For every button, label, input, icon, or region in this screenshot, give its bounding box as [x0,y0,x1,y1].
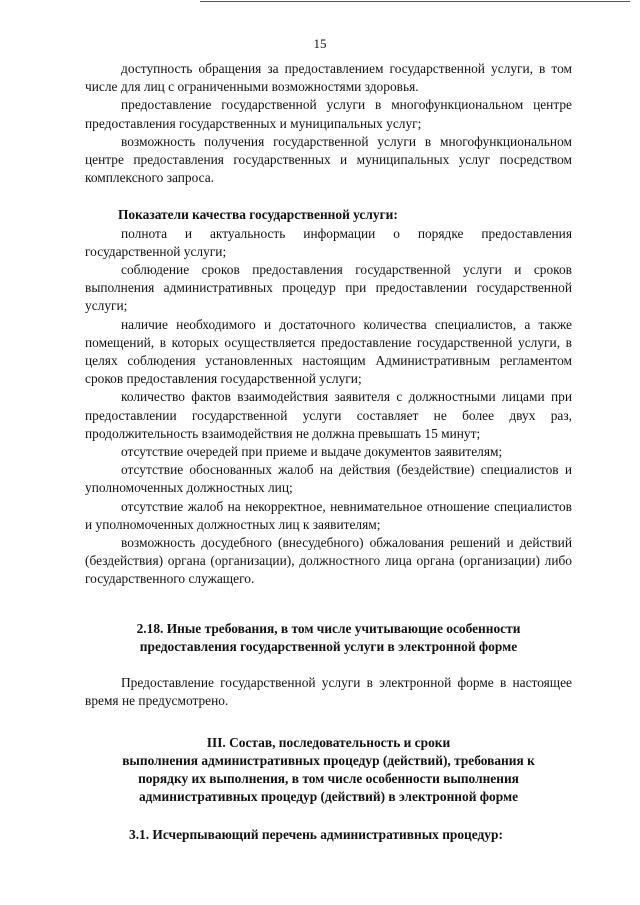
paragraph: Предоставление государственной услуги в электронной форме в настоящее время не предусмотрено. [85,675,572,709]
paragraph: количество фактов взаимодействия заявителя с должностными лицами при предоставлении государственной услуги составляет не более двух раз, продолжительность взаимодействия не должна превышать 15 минут; [85,389,572,441]
paragraph: возможность досудебного (внесудебного) обжалования решений и действий (бездействия) органа (организации), должностного лица органа (организации) либо государственного служащего. [85,535,572,587]
heading-line: выполнения административных процедур (действий), требования к [122,752,535,768]
paragraph: наличие необходимого и достаточного количества специалистов, а также помещений, в которых осуществляется предоставление государственной услуги, в целях соблюдения установленных настоящим Административным регламентом сроков предоставления государственной услуги; [85,316,572,387]
paragraph: отсутствие обоснованных жалоб на действия (бездействие) специалистов и уполномоченных должностных лиц; [85,462,572,496]
heading-line: III. Состав, последовательность и сроки [206,734,451,750]
top-rule [200,1,630,2]
quality-heading: Показатели качества государственной услуги: [118,207,398,223]
paragraph: предоставление государственной услуги в многофункциональном центре предоставления государственных и муниципальных услуг; [85,97,572,131]
document-body [85,60,572,845]
heading-line: порядку их выполнения, в том числе особенности выполнения [138,770,519,786]
heading-line: предоставления государственной услуги в электронной форме [139,638,518,654]
paragraph: соблюдение сроков предоставления государственной услуги и сроков выполнения административных процедур при предоставлении государственной услуги; [85,262,572,314]
paragraph: отсутствие жалоб на некорректное, невнимательное отношение специалистов и уполномоченных должностных лиц к заявителям; [85,498,572,532]
paragraph: полнота и актуальность информации о порядке предоставления государственной услуги; [85,225,572,259]
section-218-heading [85,620,572,656]
heading-line: 2.18. Иные требования, в том числе учитывающие особенности [136,620,521,636]
heading-line: административных процедур (действий) в электронной форме [138,789,519,805]
paragraph: отсутствие очередей при приеме и выдаче документов заявителям; [121,444,503,460]
paragraph: возможность получения государственной услуги в многофункциональном центре предоставления государственных и муниципальных услуг посредством комплексного запроса. [85,133,572,186]
section-31-heading: 3.1. Исчерпывающий перечень административных процедур: [129,827,503,843]
section-3-heading [85,734,572,807]
paragraph: доступность обращения за предоставлением государственной услуги, в том числе для лиц с ограниченными возможностями здоровья. [85,61,572,95]
page-number: 15 [313,36,327,51]
